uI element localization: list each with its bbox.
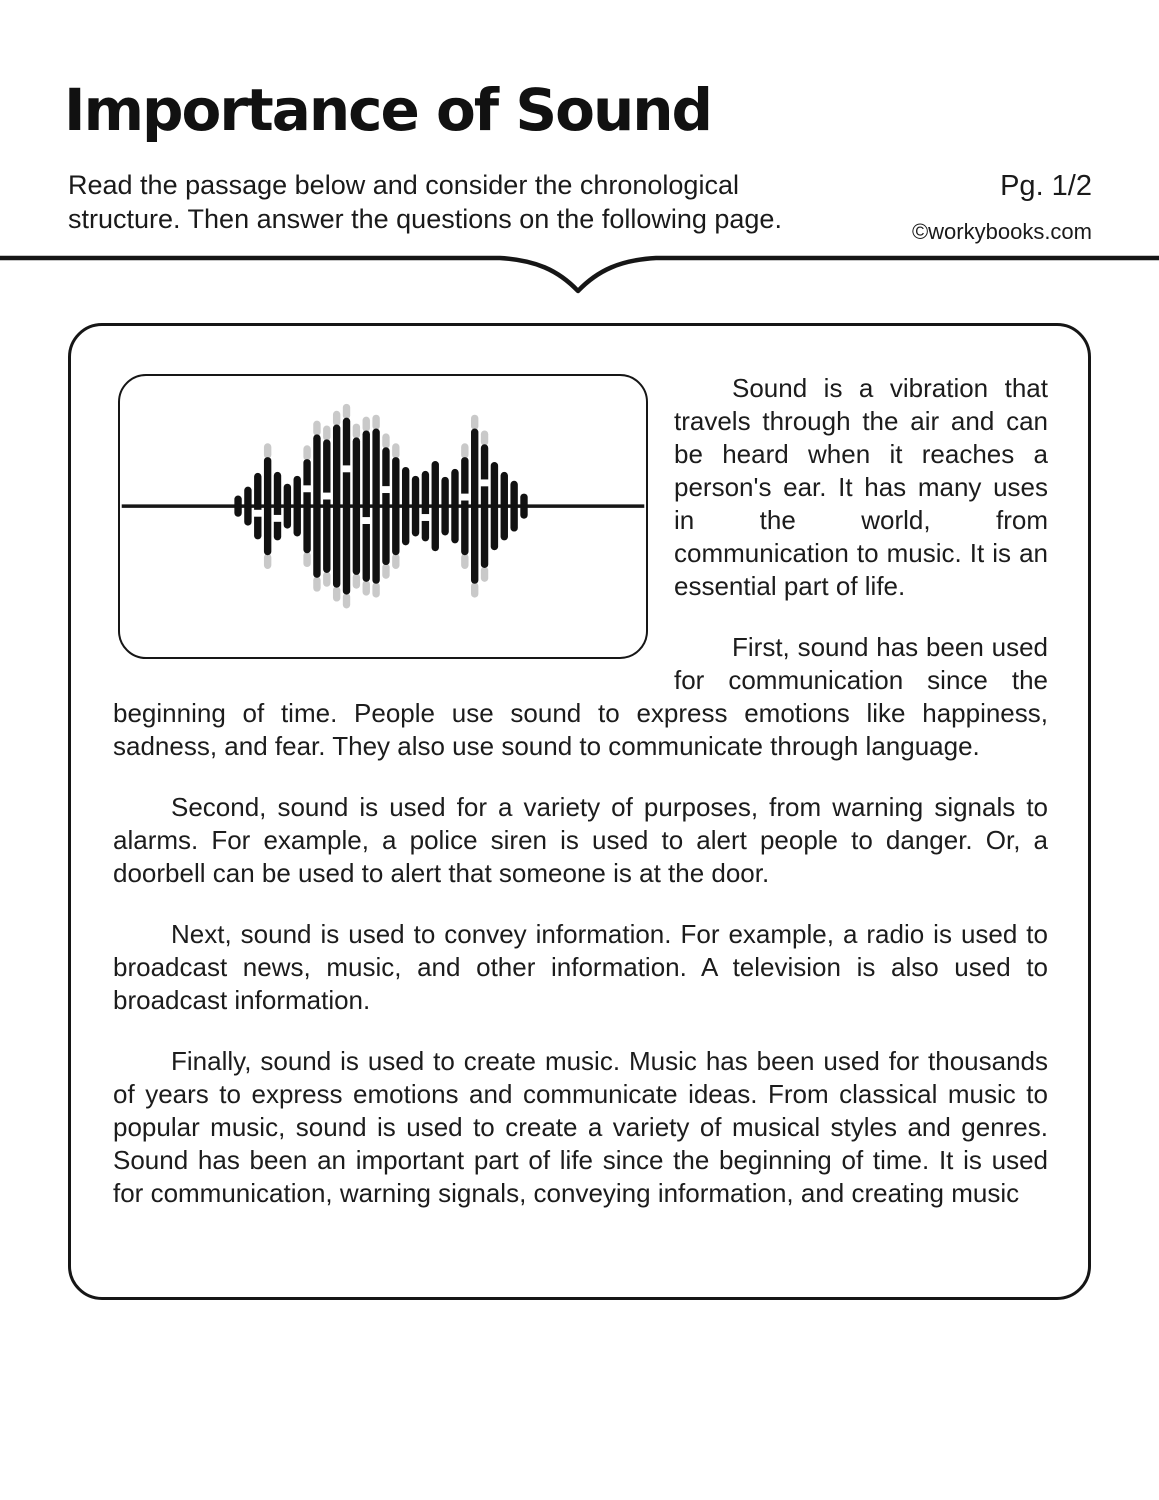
waveform-image <box>118 374 648 659</box>
passage-paragraph-1: Sound is a vibration that travels through the air and can be heard when it reaches a person's ear. It has many uses in the world, from communication to music. It is an essential part of life. <box>674 373 1048 601</box>
page-number: Pg. 1/2 <box>1000 170 1092 202</box>
instructions <box>68 168 782 236</box>
passage-paragraph-5: Finally, sound is used to create music. Music has been used for thousands of years to express emotions and communicate ideas. From classical music to popular music, sound is used to create a variety of musical styles and genres. Sound has been an important part of life since the beginning of time. It is used for communication, warning signals, conveying information, and creating music <box>113 1046 1048 1208</box>
copyright: ©workybooks.com <box>911 219 1092 244</box>
instructions-line-1: Read the passage below and consider the chronological <box>68 170 739 200</box>
page-title: Importance of Sound <box>64 76 712 144</box>
passage-paragraph-3: Second, sound is used for a variety of purposes, from warning signals to alarms. For example, a police siren is used to alert people to danger. Or, a doorbell can be used to alert that someone is at the door. <box>113 792 1048 888</box>
passage-paragraph-2: First, sound has been used for communication since the beginning of time. People use sound to express emotions like happiness, sadness, and fear. They also use sound to communicate through language. <box>113 632 1048 761</box>
passage-paragraph-4: Next, sound is used to convey information. For example, a radio is used to broadcast news, music, and other information. A television is also used to broadcast information. <box>113 919 1048 1015</box>
audio-waveform-icon <box>120 376 646 657</box>
passage-card <box>68 323 1091 1300</box>
header-meta <box>912 170 1092 245</box>
instructions-line-2: structure. Then answer the questions on the following page. <box>68 204 782 234</box>
section-divider <box>0 245 1159 305</box>
